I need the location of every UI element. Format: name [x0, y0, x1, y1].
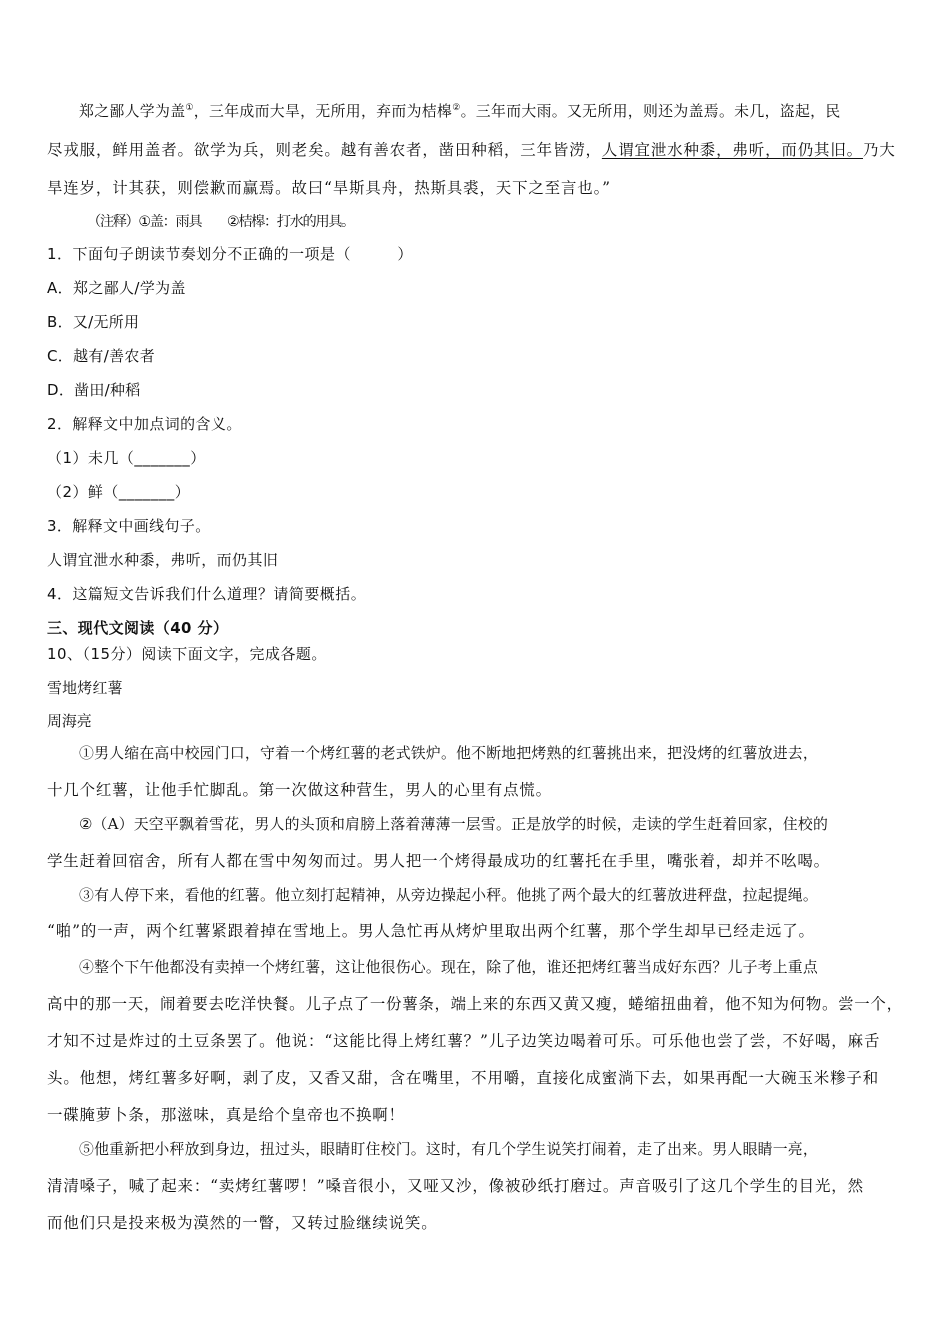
- section-heading: 三、现代文阅读（40 分）: [47, 619, 229, 637]
- question-1-option-d: D．凿田/种稻: [47, 381, 141, 399]
- paragraph-1-line-1: ①男人缩在高中校园门口，守着一个烤红薯的老式铁炉。他不断地把烤熟的红薯挑出来，把没烤的红薯放进去，: [79, 744, 818, 762]
- passage-text: 尽戎服，鲜用盖者。欲学为兵，则老矣。越有善农者，凿田种稻，三年皆涝，: [47, 141, 602, 159]
- classical-passage-line-1: [79, 101, 939, 121]
- item-label: （2）鲜（: [47, 483, 119, 501]
- passage-text: 郑之鄙人学为盖: [79, 102, 186, 120]
- paragraph-2-line-1: ②（A）天空平飘着雪花，男人的头顶和肩膀上落着薄薄一层雪。正是放学的时候，走读的学生赶着回家，住校的: [79, 815, 829, 833]
- passage-text: 。三年而大雨。又无所用，则还为盖焉。未几，盗起，民: [460, 102, 841, 120]
- footnote-marker-2: ②: [452, 103, 461, 113]
- paragraph-2-line-2: 学生赶着回宿舍，所有人都在雪中匆匆而过。男人把一个烤得最成功的红薯托在手里，嘴张着，却并不吆喝。: [47, 852, 830, 870]
- question-3-sentence: 人谓宜泄水种黍，弗听，而仍其旧: [47, 551, 279, 569]
- paragraph-4-line-5: 一碟腌萝卜条，那滋味，真是给个皇帝也不换啊！: [47, 1106, 405, 1124]
- paragraph-4-line-1: ④整个下午他都没有卖掉一个烤红薯，这让他很伤心。现在，除了他，谁还把烤红薯当成好东西？儿子考上重点: [79, 958, 818, 976]
- paragraph-3-line-1: ③有人停下来，看他的红薯。他立刻打起精神，从旁边操起小秤。他挑了两个最大的红薯放进秤盘，拉起提绳。: [79, 886, 818, 904]
- paragraph-5-line-1: ⑤他重新把小秤放到身边，扭过头，眼睛盯住校门。这时，有几个学生说笑打闹着，走了出来。男人眼睛一亮，: [79, 1140, 818, 1158]
- question-1: 1．下面句子朗读节奏划分不正确的一项是（ ）: [47, 245, 413, 263]
- article-author: 周海亮: [47, 712, 92, 730]
- question-2-item-1: [47, 448, 907, 468]
- question-10-instruction: 10、（15分）阅读下面文字，完成各题。: [47, 645, 327, 663]
- answer-blank: _______: [118, 483, 175, 501]
- passage-text: ，三年成而大旱，无所用，弃而为桔槔: [193, 102, 453, 120]
- answer-blank: _______: [134, 449, 191, 467]
- annotation-note: （注释）①盖：雨具 ②桔槔：打水的用具。: [87, 214, 354, 230]
- paragraph-3-line-2: “啪”的一声，两个红薯紧跟着掉在雪地上。男人急忙再从烤炉里取出两个红薯，那个学生却早已经走远了。: [47, 922, 815, 940]
- item-close: ）: [190, 449, 206, 467]
- paragraph-5-line-2: 清清嗓子，喊了起来：“卖烤红薯啰！”嗓音很小，又哑又沙，像被砂纸打磨过。声音吸引了这几个学生的目光，然: [47, 1177, 864, 1195]
- article-title: 雪地烤红薯: [47, 679, 123, 697]
- item-close: ）: [174, 483, 191, 501]
- question-3: 3．解释文中画线句子。: [47, 517, 211, 535]
- classical-passage-line-3: 旱连岁，计其获，则偿歉而赢焉。故曰“旱斯具舟，热斯具裘，天下之至言也。”: [47, 179, 611, 197]
- paragraph-5-line-3: 而他们只是投来极为漠然的一瞥，又转过脸继续说笑。: [47, 1214, 438, 1232]
- paragraph-1-line-2: 十几个红薯，让他手忙脚乱。第一次做这种营生，男人的心里有点慌。: [47, 781, 552, 799]
- question-4: 4．这篇短文告诉我们什么道理？请简要概括。: [47, 585, 367, 603]
- question-1-option-c: C．越有/善农者: [47, 347, 155, 365]
- paragraph-4-line-2: 高中的那一天，闹着要去吃洋快餐。儿子点了一份薯条，端上来的东西又黄又瘦，蜷缩扭曲着，他不知为何物。尝一个，: [47, 995, 903, 1013]
- paragraph-4-line-3: 才知不过是炸过的土豆条罢了。他说：“这能比得上烤红薯？”儿子边笑边喝着可乐。可乐他也尝了尝，不好喝，麻舌: [47, 1032, 881, 1050]
- passage-text: 乃大: [863, 141, 896, 159]
- question-1-option-b: B．又/无所用: [47, 313, 140, 331]
- question-2: 2．解释文中加点词的含义。: [47, 415, 242, 433]
- footnote-marker-1: ①: [185, 103, 194, 113]
- item-label: （1）未几（: [47, 449, 135, 467]
- question-2-item-2: [47, 482, 907, 502]
- classical-passage-line-2: [47, 140, 907, 160]
- underlined-sentence: 人谓宜泄水种黍，弗听，而仍其旧。: [601, 141, 863, 159]
- question-1-option-a: A．郑之鄙人/学为盖: [47, 279, 186, 297]
- paragraph-4-line-4: 头。他想，烤红薯多好啊，剥了皮，又香又甜，含在嘴里，不用嚼，直接化成蜜淌下去，如果再配一大碗玉米糁子和: [47, 1069, 880, 1087]
